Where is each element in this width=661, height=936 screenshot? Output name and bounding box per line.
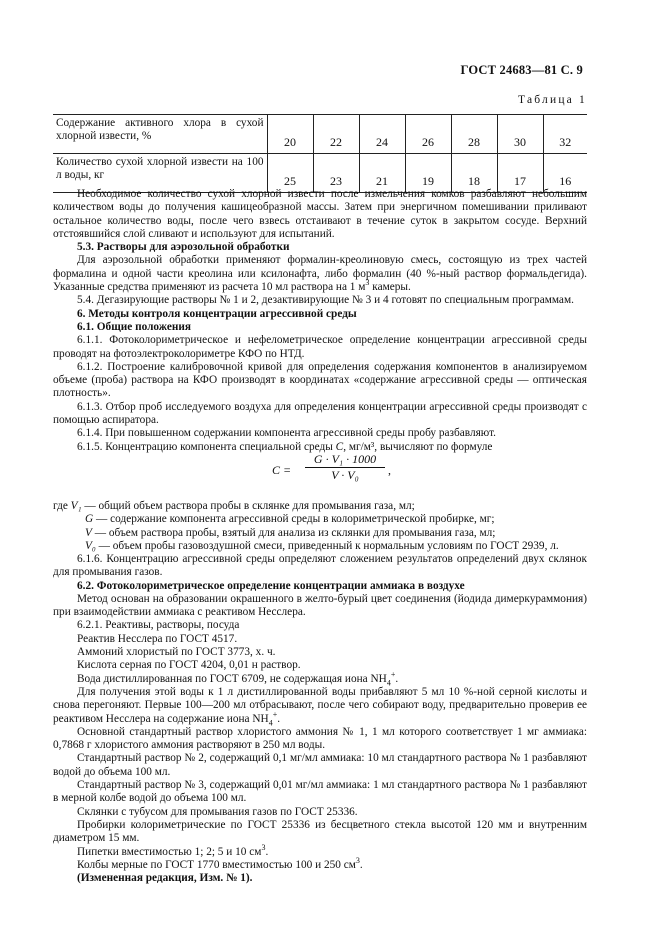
- legend-v1: [53, 500, 587, 513]
- paragraph-flasks-text: Колбы мерные по ГОСТ 1770 вместимостью 100 и 250 см: [77, 858, 356, 871]
- reagent-3: Кислота серная по ГОСТ 4204, 0,01 н раствор.: [77, 659, 301, 672]
- heading-6-2: 6.2. Фотоколориметрическое определение концентрации аммиака в воздухе: [77, 579, 465, 592]
- formula: [0, 453, 661, 499]
- table-cell: 17: [497, 154, 543, 193]
- reagent-1: Реактив Несслера по ГОСТ 4517.: [77, 632, 238, 645]
- table-caption: Таблица 1: [518, 94, 587, 106]
- paragraph-5-4: 5.4. Дегазирующие растворы № 1 и 2, дезактивирующие № 3 и 4 готовят по специальным программам.: [77, 294, 574, 307]
- paragraph-5-3-text: Для аэрозольной обработки применяют формалин-креолиновую смесь, состоящую из трех частей формалина и одной части креолина или ксилонафта, либо формалин (40 %-ный раствор формальдегида). Указанные средства применяют из расчета 10 мл раствора на 1 м: [53, 254, 587, 294]
- page-header: ГОСТ 24683—81 С. 9: [460, 63, 583, 77]
- paragraph-water-end: .: [277, 712, 281, 725]
- reagent-4-text: Вода дистиллированная по ГОСТ 6709, не содержащая иона NH: [77, 672, 387, 685]
- paragraph-6-1-4: 6.1.4. При повышенном содержании компонента агрессивной среды пробу разбавляют.: [77, 427, 496, 440]
- paragraph-pipettes: [53, 842, 587, 859]
- paragraph-5-3: [53, 254, 587, 294]
- paragraph-6-1-2: 6.1.2. Построение калибровочной кривой для определения содержания компонентов в анализируемом объеме (проба) раствора на КФО производят в координатах «содержание агрессивной среды — оптическая плотность».: [53, 360, 587, 400]
- paragraph-pipettes-text: Пипетки вместимостью 1; 2; 5 и 10 см: [77, 845, 262, 858]
- table-cell: 19: [405, 154, 451, 193]
- formula-fraction: [305, 453, 385, 483]
- formula-numerator: G · V₁ · 1000: [305, 453, 385, 468]
- paragraph-std2: Стандартный раствор № 2, содержащий 0,1 мг/мл аммиака: 10 мл стандартного раствора № 1 разбавляют водой до объема 100 мл.: [53, 752, 587, 778]
- chlorine-table: [53, 114, 587, 193]
- paragraph-water: [53, 686, 587, 726]
- table-cell: 32: [543, 115, 587, 154]
- table-cell: 25: [267, 154, 313, 193]
- formula-denominator: V · V₀: [331, 468, 359, 483]
- paragraph-5-3-end: камеры.: [369, 281, 411, 294]
- paragraph-tubes: Пробирки колориметрические по ГОСТ 25336 из бесцветного стекла высотой 120 мм и внутренним диаметром 15 мм.: [53, 818, 587, 845]
- table-cell: 30: [497, 115, 543, 154]
- var-c: C: [335, 440, 344, 453]
- paragraph-6-1-6: 6.1.6. Концентрацию агрессивной среды определяют сложением результатов определений двух склянок для промывания газов.: [53, 553, 587, 579]
- sup: 3: [355, 856, 360, 866]
- paragraph-6-1-1: 6.1.1. Фотоколориметрическое и нефелометрическое определение концентрации агрессивной среды проводят на фотоэлектроколориметре КФО по НТД.: [53, 334, 587, 360]
- table-cell: 24: [359, 115, 405, 154]
- reagent-4: [53, 669, 587, 687]
- sup: +: [390, 669, 396, 679]
- formula-lhs: C =: [272, 463, 292, 477]
- table-cell: 16: [543, 154, 587, 193]
- paragraph-pipettes-end: .: [265, 845, 269, 858]
- paragraph-6-1-3: 6.1.3. Отбор проб исследуемого воздуха для определения концентрации агрессивной среды производят с помощью аспиратора.: [53, 400, 587, 427]
- table-cell: 22: [313, 115, 359, 154]
- reagent-4-end: .: [395, 672, 399, 685]
- symbol: V: [85, 526, 92, 539]
- paragraph-flasks-end: .: [359, 858, 363, 871]
- legend-text: — объем пробы газовоздушной смеси, приведенный к нормальным условиям по ГОСТ 2939, л.: [95, 539, 559, 552]
- table-cell: 26: [405, 115, 451, 154]
- table-cell: 20: [267, 115, 313, 154]
- table-cell: 28: [451, 115, 497, 154]
- paragraph-edit-note: (Измененная редакция, Изм. № 1).: [77, 872, 253, 885]
- table-cell: 23: [313, 154, 359, 193]
- table-cell: 21: [359, 154, 405, 193]
- heading-6-1: 6.1. Общие положения: [77, 320, 191, 333]
- legend-text: — содержание компонента агрессивной среды в колориметрической пробирке, мг;: [93, 513, 495, 526]
- row-label: Количество сухой хлорной извести на 100 л воды, кг: [53, 154, 267, 193]
- sup: 3: [365, 278, 370, 288]
- table-row: [53, 154, 587, 193]
- paragraph-flask: Склянки с тубусом для промывания газов по ГОСТ 25336.: [77, 805, 358, 818]
- paragraph-water-text: Для получения этой воды к 1 л дистиллированной воды прибавляют 5 мл 10 %-ной серной кислоты и снова перегоняют. Первые 100—200 мл отбрасывают, после чего собирают воду, предварительно проверив ее реактивом Несслера на содержание иона NH: [53, 685, 587, 725]
- legend-intro: где: [53, 500, 68, 512]
- sub: 4: [386, 677, 391, 687]
- formula-comma: ,: [388, 463, 391, 477]
- legend-v: [53, 527, 587, 540]
- legend-text: — общий объем раствора пробы в склянке для промывания газа, мл;: [81, 500, 415, 512]
- paragraph-prep: Необходимое количество сухой хлорной извести после измельчения комков разбавляют небольшим количеством воды до получения кашицеобразной массы. Затем при энергичном помешивании приливают остальное количество воды, после чего взвесь отстаивают в течение суток в закрытом сосуде. Верхний отстоявшийся слой сливают и используют для испытаний.: [53, 188, 587, 240]
- paragraph-6-2-1: 6.2.1. Реактивы, растворы, посуда: [77, 619, 240, 632]
- table-cell: 18: [451, 154, 497, 193]
- paragraph-std3: Стандартный раствор № 3, содержащий 0,01 мг/мл аммиака: 1 мл стандартного раствора № 1 разбавляют в мерной колбе водой до объема 100 мл.: [53, 779, 587, 805]
- sup: 3: [261, 842, 266, 852]
- legend-v0: [53, 540, 587, 553]
- reagent-2: Аммоний хлористый по ГОСТ 3773, х. ч.: [77, 646, 276, 659]
- paragraph-std1: Основной стандартный раствор хлористого аммония № 1, 1 мл которого соответствует 1 мг аммиака: 0,7868 г хлористого аммония растворяют в 250 мл воды.: [53, 725, 587, 752]
- text-block-bottom: [53, 553, 587, 885]
- paragraph-method: Метод основан на образовании окрашенного в желто-бурый цвет соединения (йодида димеркураммония) при взаимодействии аммиака с реактивом Несслера.: [53, 592, 587, 619]
- symbol: V₁: [70, 500, 82, 512]
- paragraph-6-1-5-end: , мг/м³, вычисляют по формуле: [343, 440, 493, 453]
- heading-6: 6. Методы контроля концентрации агрессивной среды: [77, 307, 357, 320]
- sup: +: [272, 709, 278, 719]
- text-block-top: [53, 188, 587, 454]
- paragraph-6-1-5-text: 6.1.5. Концентрацию компонента специальной среды: [77, 440, 336, 453]
- symbol: G: [85, 513, 94, 526]
- sub: 4: [268, 717, 273, 727]
- legend-text: — объем раствора пробы, взятый для анализа из склянки для промывания газа, мл;: [91, 526, 496, 539]
- heading-5-3: 5.3. Растворы для аэрозольной обработки: [77, 241, 290, 254]
- legend-g: [53, 513, 587, 526]
- formula-legend: [53, 500, 587, 553]
- symbol: V₀: [85, 539, 96, 552]
- paragraph-flasks: [53, 856, 587, 872]
- table-row: [53, 115, 587, 154]
- row-label: Содержание активного хлора в сухой хлорной извести, %: [53, 115, 267, 154]
